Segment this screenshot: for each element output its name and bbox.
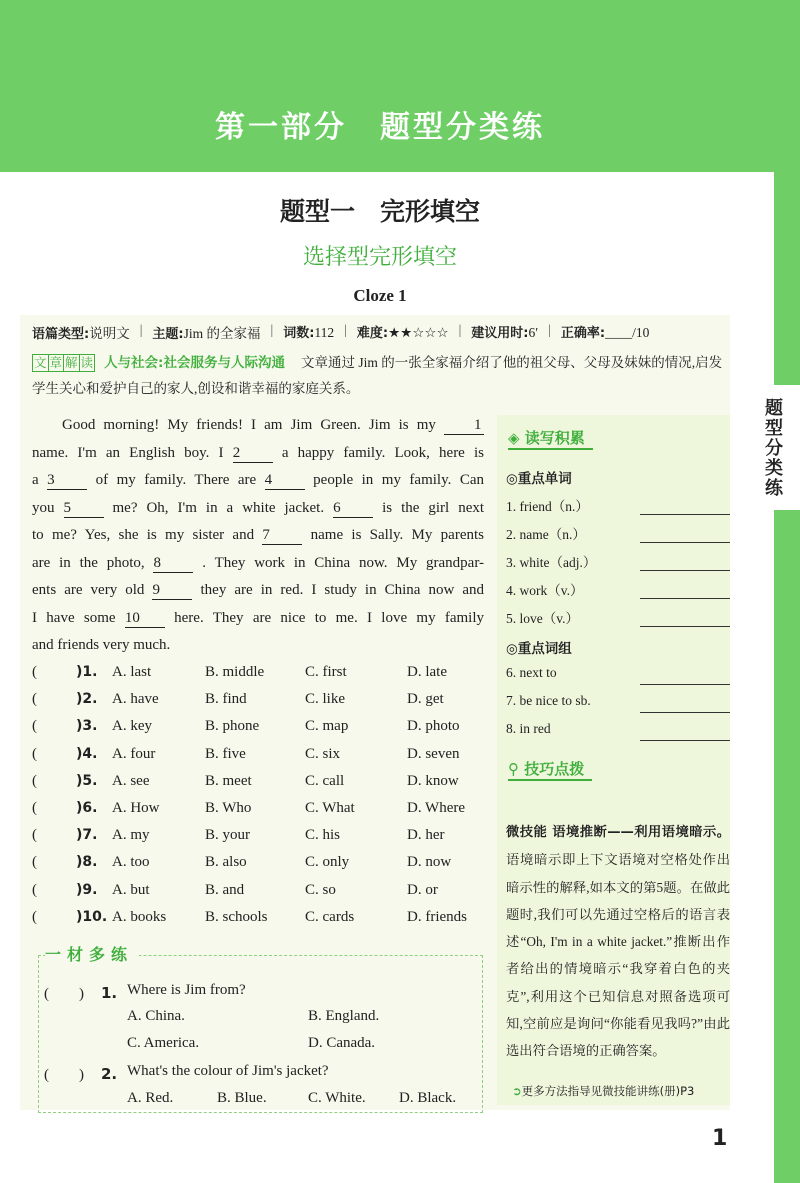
- passage-text: ents are very old: [32, 582, 145, 598]
- passage-intro: [32, 350, 732, 402]
- question-row: [32, 849, 492, 876]
- cloze-blank[interactable]: 9: [152, 581, 192, 600]
- passage-text: of my family. There are: [95, 472, 257, 488]
- passage-text: they are in red. I study in China now and: [200, 582, 485, 598]
- question-option[interactable]: C. like: [305, 691, 345, 708]
- cloze-passage: [32, 412, 484, 660]
- passage-text: people in my family. Can: [313, 472, 485, 488]
- more-link[interactable]: [512, 1083, 694, 1099]
- question-option[interactable]: A. too: [112, 854, 150, 871]
- question-option[interactable]: C. call: [305, 772, 345, 789]
- question-number: )1.: [76, 664, 98, 680]
- question-row: [32, 741, 492, 768]
- question-option[interactable]: C. his: [305, 827, 341, 844]
- question-row: [32, 795, 492, 822]
- passage-line: [32, 550, 484, 578]
- question-option[interactable]: A. last: [112, 664, 152, 680]
- passage-text: me? Oh, I'm in a white jacket.: [112, 499, 325, 516]
- vocab-label: 2. name（n.）: [506, 527, 586, 542]
- question-option[interactable]: B. schools: [205, 908, 268, 925]
- question-number: )9.: [76, 881, 98, 898]
- phrase-label: 7. be nice to sb.: [506, 693, 591, 708]
- practice-q2-option[interactable]: C. White.: [308, 1090, 366, 1106]
- vocab-item: [506, 495, 730, 517]
- answer-paren[interactable]: (: [32, 827, 67, 844]
- phrase-label: 8. in red: [506, 721, 551, 736]
- answer-paren[interactable]: (: [32, 664, 67, 680]
- cloze-blank[interactable]: 7: [262, 526, 302, 545]
- reading-writing-title: 读写积累: [524, 429, 585, 447]
- question-option[interactable]: B. phone: [205, 718, 260, 735]
- question-option[interactable]: A. have: [112, 691, 159, 708]
- practice-q2-option[interactable]: D. Black.: [399, 1090, 457, 1106]
- passage-text: a happy family. Look, here is: [281, 444, 484, 461]
- vocab-item: [506, 551, 730, 573]
- vocab-item: [506, 607, 730, 629]
- question-option[interactable]: C. cards: [305, 908, 355, 925]
- reading-writing-heading: [508, 427, 593, 450]
- question-number: )8.: [76, 854, 98, 871]
- question-option[interactable]: A. books: [112, 908, 167, 925]
- practice-q2-num: 2.: [101, 1065, 118, 1083]
- tip-text: [506, 818, 730, 1065]
- arrow-circle-icon: ➲: [512, 1084, 522, 1098]
- practice-q2-option[interactable]: A. Red.: [127, 1090, 174, 1106]
- practice-q1-option[interactable]: C. America.: [127, 1035, 200, 1051]
- vocab-label: 3. white（adj.）: [506, 555, 597, 570]
- question-row: [32, 713, 492, 740]
- passage-line: [32, 632, 484, 660]
- accuracy-field[interactable]: ____/10: [605, 325, 650, 340]
- question-option[interactable]: D. or: [407, 881, 438, 898]
- genre: 说明文: [89, 326, 130, 341]
- suggested-time: 6′: [528, 325, 539, 340]
- phrase-item: [506, 721, 730, 743]
- tips-title: 技巧点拨: [524, 760, 585, 778]
- answer-paren[interactable]: ( ): [44, 1067, 84, 1083]
- vocab-item: [506, 579, 730, 601]
- vocab-label: 4. work（v.）: [506, 583, 584, 598]
- question-option[interactable]: D. Where: [407, 799, 466, 816]
- cloze-blank[interactable]: 8: [153, 554, 193, 573]
- question-option[interactable]: C. six: [305, 745, 341, 762]
- question-option[interactable]: D. photo: [407, 718, 460, 735]
- passage-text: you: [32, 499, 55, 516]
- passage-line: [32, 440, 484, 468]
- intro-tag: [32, 355, 94, 370]
- practice-title: 一材多练: [45, 942, 139, 965]
- passage-line: [32, 605, 484, 633]
- answer-paren[interactable]: (: [32, 854, 67, 871]
- passage-line: [32, 577, 484, 605]
- question-option[interactable]: D. seven: [407, 745, 460, 762]
- layers-icon: ◈: [508, 429, 525, 447]
- question-number: )3.: [76, 718, 98, 735]
- passage-text: are in the photo,: [32, 554, 145, 571]
- practice-q1-option[interactable]: D. Canada.: [308, 1035, 376, 1051]
- passage-meta: 语篇类型:说明文 | 主题:Jim 的全家福 | 词数:112 | 难度:★★☆☆☆ | 建议用时:6′ | 正确率:____/10: [32, 322, 650, 342]
- passage-line: [32, 467, 484, 495]
- answer-paren[interactable]: ( ): [44, 986, 84, 1002]
- tips-heading: [508, 758, 592, 781]
- answer-paren[interactable]: (: [32, 745, 67, 762]
- question-option[interactable]: B. five: [205, 745, 246, 762]
- cloze-title: Cloze 1: [353, 286, 407, 305]
- practice-q2-text: What's the colour of Jim's jacket?: [127, 1063, 329, 1079]
- question-option[interactable]: D. friends: [407, 908, 467, 925]
- answer-line[interactable]: [640, 684, 730, 685]
- answer-line[interactable]: [640, 542, 730, 543]
- vocab-label: 5. love（v.）: [506, 611, 579, 626]
- question-option[interactable]: D. her: [407, 827, 445, 844]
- cloze-blank[interactable]: 6: [333, 499, 373, 518]
- question-option[interactable]: A. key: [112, 718, 152, 735]
- vocab-item: [506, 523, 730, 545]
- more-text: 更多方法指导见微技能讲练(册)P3: [521, 1084, 695, 1098]
- practice-q1-text: Where is Jim from?: [127, 982, 246, 998]
- question-option[interactable]: D. late: [407, 664, 447, 680]
- question-option[interactable]: D. now: [407, 854, 452, 871]
- intro-text: 文章通过 Jim 的一张全家福介绍了他的祖父母、父母及妹妹的情况,启发学生关心和爱护自己的家人,创设和谐幸福的家庭关系。: [32, 355, 723, 396]
- answer-line[interactable]: [640, 514, 730, 515]
- question-option[interactable]: B. also: [205, 854, 247, 871]
- question-number: )2.: [76, 691, 98, 708]
- question-option[interactable]: C. only: [305, 854, 350, 871]
- passage-line: [32, 412, 484, 440]
- practice-q2-option[interactable]: B. Blue.: [217, 1090, 267, 1106]
- part-title: 第一部分 题型分类练: [215, 110, 545, 145]
- passage-text: Good morning! My friends! I am Jim Green. Jim is my: [62, 417, 436, 433]
- answer-paren[interactable]: (: [32, 908, 67, 925]
- topic: Jim 的全家福: [183, 326, 261, 341]
- tag-char: 读: [80, 355, 94, 370]
- answer-paren[interactable]: (: [32, 772, 67, 789]
- question-option[interactable]: C. first: [305, 664, 347, 680]
- question-option[interactable]: D. know: [407, 772, 459, 789]
- question-option[interactable]: B. find: [205, 691, 247, 708]
- question-option[interactable]: A. my: [112, 827, 150, 844]
- question-number: )5.: [76, 772, 98, 789]
- phrase-label: 6. next to: [506, 665, 557, 680]
- genre-label: 语篇类型:: [32, 327, 90, 342]
- key-phrases-title: ◎重点词组: [506, 641, 572, 657]
- question-option[interactable]: B. your: [205, 827, 250, 844]
- passage-line: [32, 495, 484, 523]
- question-option[interactable]: C. What: [305, 799, 355, 816]
- key-words-title: ◎重点单词: [506, 471, 572, 487]
- question-option[interactable]: A. see: [112, 772, 150, 789]
- passage-text: . They work in China now. My grandpar-: [202, 554, 485, 571]
- tip-body: 语境暗示即上下文语境对空格处作出暗示性的解释,如本文的第5题。在做此题时,我们可以先通过空格后的语言表述“Oh, I'm in a white jacket.”推断出作者给出的情境暗示“我穿着白色的夹克”,利用这个已知信息对照备选项可知,空前应是询问“你能看见我吗?”由此选出符合语境的正确答案。: [506, 852, 730, 1059]
- header-band: [0, 0, 800, 172]
- passage-text: and friends very much.: [32, 637, 171, 653]
- answer-line[interactable]: [640, 570, 730, 571]
- vocab-label: 1. friend（n.）: [506, 499, 589, 514]
- subsection-title: 选择型完形填空: [302, 245, 457, 270]
- section-title: 题型一 完形填空: [279, 197, 480, 226]
- passage-text: name. I'm an English boy. I: [32, 444, 224, 461]
- answer-paren[interactable]: (: [32, 691, 67, 708]
- question-option[interactable]: B. and: [205, 881, 245, 898]
- word-count: 112: [314, 325, 335, 340]
- practice-q1-num: 1.: [101, 984, 118, 1002]
- answer-paren[interactable]: (: [32, 799, 67, 816]
- words-label: 词数:: [283, 326, 315, 341]
- right-margin-band: [774, 172, 800, 1183]
- passage-line: [32, 522, 484, 550]
- cloze-blank[interactable]: 10: [125, 609, 165, 628]
- cloze-blank[interactable]: 3: [47, 471, 87, 490]
- question-row: [32, 686, 492, 713]
- question-option[interactable]: B. middle: [205, 664, 265, 680]
- page-number: 1: [712, 1126, 728, 1151]
- question-number: )6.: [76, 799, 98, 816]
- answer-paren[interactable]: (: [32, 718, 67, 735]
- answer-line[interactable]: [640, 598, 730, 599]
- answer-line[interactable]: [640, 712, 730, 713]
- intro-theme: 人与社会:社会服务与人际沟通: [104, 355, 285, 371]
- question-number: )7.: [76, 827, 98, 844]
- question-row: [32, 659, 492, 686]
- time-label: 建议用时:: [471, 326, 529, 341]
- answer-paren[interactable]: (: [32, 881, 67, 898]
- question-option[interactable]: A. four: [112, 745, 156, 762]
- magnifier-icon: ⚲: [508, 760, 525, 778]
- accuracy-label: 正确率:: [560, 326, 606, 341]
- question-row: [32, 768, 492, 795]
- answer-line[interactable]: [640, 626, 730, 627]
- question-option[interactable]: B. Who: [205, 799, 252, 816]
- question-row: [32, 877, 492, 904]
- question-option[interactable]: A. How: [112, 799, 160, 816]
- passage-text: is the girl next: [382, 499, 485, 516]
- passage-text: name is Sally. My parents: [310, 527, 484, 543]
- question-row: [32, 822, 492, 849]
- practice-q1-option[interactable]: A. China.: [127, 1008, 185, 1024]
- topic-label: 主题:: [152, 327, 184, 342]
- question-option[interactable]: D. get: [407, 691, 444, 708]
- difficulty-stars: ★★☆☆☆: [388, 325, 449, 340]
- phrase-item: [506, 693, 730, 715]
- passage-text: I have some: [32, 609, 116, 626]
- question-number: )4.: [76, 745, 98, 762]
- cloze-blank[interactable]: 1: [444, 416, 484, 435]
- tip-bold: 微技能 语境推断——利用语境暗示。: [506, 825, 730, 840]
- question-row: [32, 904, 492, 931]
- question-option[interactable]: B. meet: [205, 772, 252, 789]
- side-tab: 题型分类练: [745, 385, 800, 510]
- phrase-item: [506, 665, 730, 687]
- tag-char: 解: [65, 355, 78, 370]
- difficulty-label: 难度:: [356, 326, 389, 341]
- tag-char: 文: [34, 355, 47, 370]
- question-option[interactable]: C. so: [305, 881, 336, 898]
- question-number: )10.: [76, 908, 108, 925]
- passage-text: to me? Yes, she is my sister and: [32, 527, 255, 543]
- practice-q1-option[interactable]: B. England.: [308, 1008, 380, 1024]
- question-option[interactable]: C. map: [305, 718, 349, 735]
- passage-text: a: [32, 472, 39, 488]
- cloze-blank[interactable]: 5: [64, 499, 104, 518]
- cloze-blank[interactable]: 2: [233, 444, 273, 463]
- question-option[interactable]: A. but: [112, 881, 150, 898]
- answer-line[interactable]: [640, 740, 730, 741]
- cloze-blank[interactable]: 4: [265, 471, 305, 490]
- tag-char: 章: [49, 355, 63, 370]
- passage-text: here. They are nice to me. I love my family: [174, 609, 485, 626]
- cloze-questions: [32, 659, 492, 931]
